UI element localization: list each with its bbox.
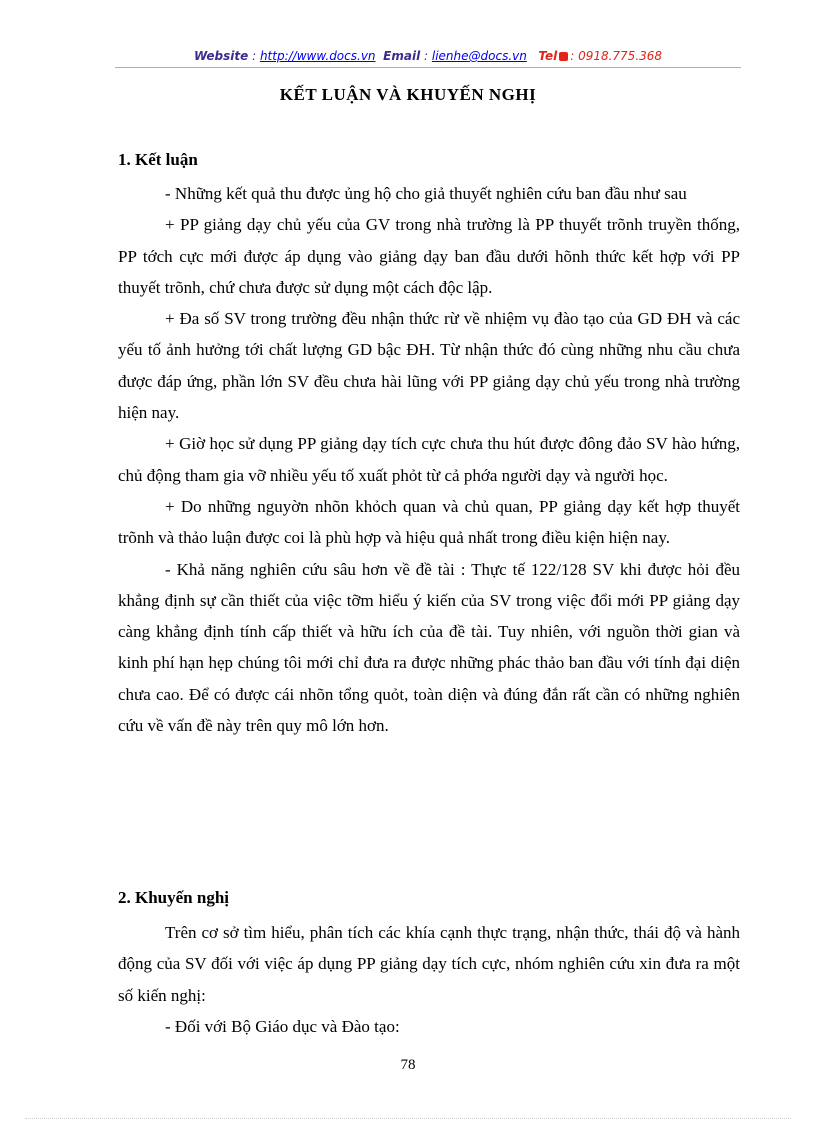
paragraph: + PP giảng dạy chủ yếu của GV trong nhà trường là PP thuyết trõnh truyền thống, PP tớch cực mới được áp dụng vào giảng dạy ban đầu dưới hõnh thức kết hợp với PP thuyết trõnh, chứ chưa được sử dụng một cách độc lập. <box>118 215 740 297</box>
phone-icon <box>559 52 568 61</box>
page-title: KẾT LUẬN VÀ KHUYẾN NGHỊ <box>279 85 537 104</box>
page-header: Website : http://www.docs.vn Email : lienhe@docs.vn Tel : 0918.775.368 <box>115 47 741 68</box>
paragraph: + Đa số SV trong trường đều nhận thức rừ về nhiệm vụ đào tạo của GD ĐH và các yếu tố ảnh hưởng tới chất lượng GD bậc ĐH. Từ nhận thức đó cùng những nhu cầu chưa được đáp ứng, phần lớn SV đều chưa hài lũng với PP giảng dạy chủ yếu trong nhà trường hiện nay. <box>118 309 740 423</box>
email-label: Email <box>383 49 421 63</box>
page-number: 78 <box>400 1057 416 1073</box>
paragraph: - Khả năng nghiên cứu sâu hơn về đề tài : Thực tế 122/128 SV khi được hỏi đều khẳng định sự cần thiết của việc tỡm hiểu ý kiến của SV trong việc đổi mới PP giảng dạy càng khẳng định tính cấp thiết và hữu ích của đề tài. Tuy nhiên, với nguồn thời gian và kinh phí hạn hẹp chúng tôi mới chỉ đưa ra được những phác thảo ban đầu với tính đại diện chưa cao. Để có được cái nhõn tổng quỏt, toàn diện và đúng đắn rất cần có những nghiên cứu về vấn đề này trên quy mô lớn hơn. <box>118 559 740 736</box>
website-label: Website <box>193 49 249 63</box>
paragraph: - Đối với Bộ Giáo dục và Đào tạo: <box>165 1016 400 1036</box>
email-link[interactable]: lienhe@docs.vn <box>431 49 527 63</box>
website-link[interactable]: http://www.docs.vn <box>259 49 376 63</box>
conclusion-body <box>118 178 740 741</box>
tel-value: : 0918.775.368 <box>570 49 663 63</box>
section-heading-recommendation: 2. Khuyến nghị <box>118 888 230 907</box>
tel-label: Tel <box>538 49 558 63</box>
paragraph: + Giờ học sử dụng PP giảng dạy tích cực chưa thu hút được đông đảo SV hào hứng, chủ động tham gia vỡ nhiều yếu tố xuất phỏt từ cả phớa người dạy và người học. <box>118 434 740 485</box>
paragraph: + Do những nguyờn nhõn khỏch quan và chủ quan, PP giảng dạy kết hợp thuyết trõnh và thảo luận được coi là phù hợp và hiệu quả nhất trong điều kiện hiện nay. <box>118 496 740 548</box>
paragraph: - Những kết quả thu được ủng hộ cho giả thuyết nghiên cứu ban đầu như sau <box>165 184 687 203</box>
recommendation-body <box>118 917 740 1042</box>
paragraph: Trên cơ sở tìm hiểu, phân tích các khía cạnh thực trạng, nhận thức, thái độ và hành động của SV đối với việc áp dụng PP giảng dạy tích cực, nhóm nghiên cứu xin đưa ra một số kiến nghị: <box>118 923 740 1005</box>
bottom-divider <box>25 1118 791 1119</box>
section-heading-conclusion: 1. Kết luận <box>118 150 198 169</box>
